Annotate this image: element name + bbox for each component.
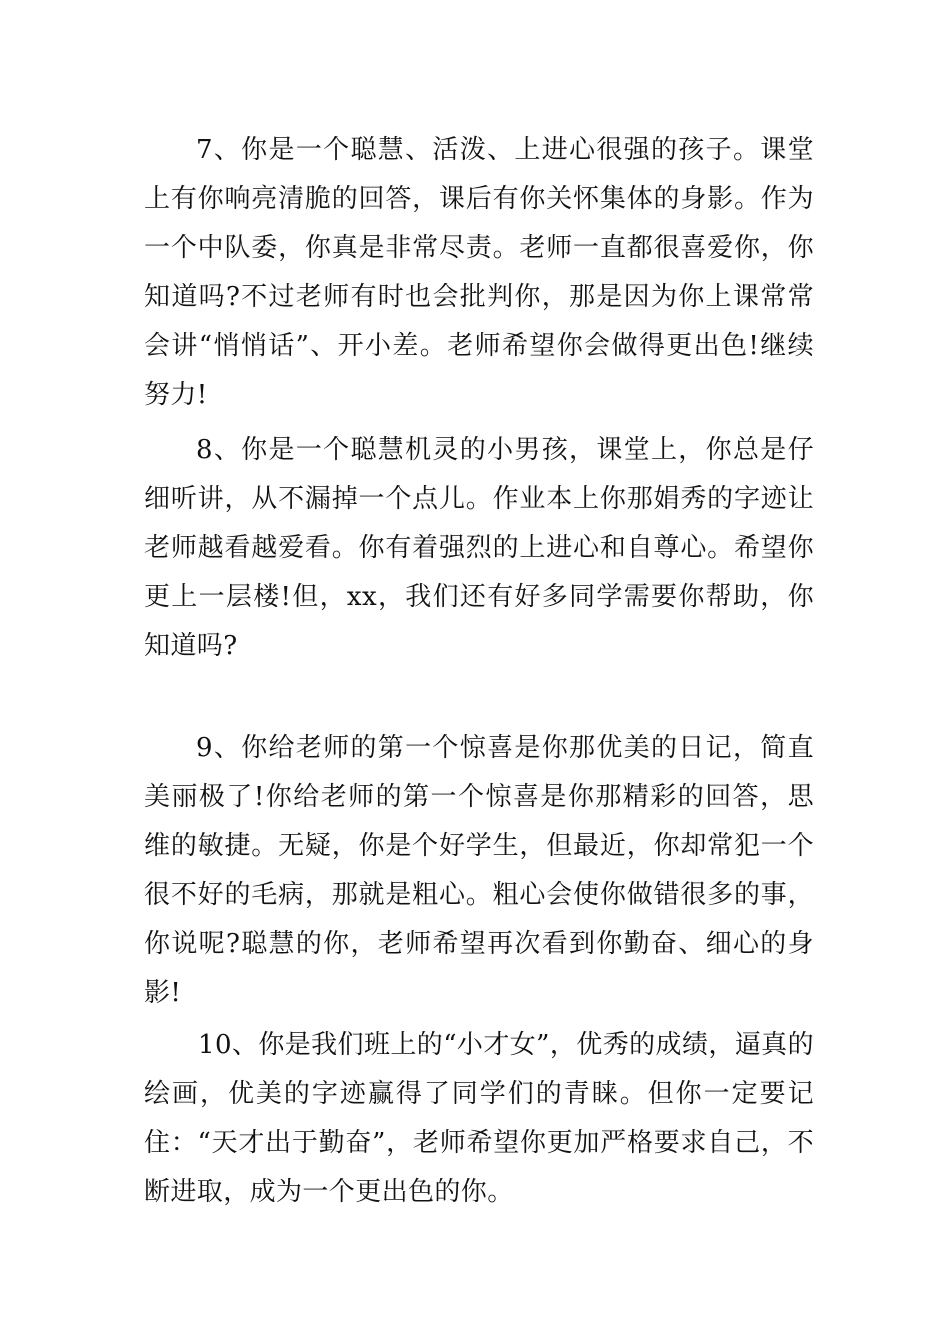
comment-paragraph-9: 9、你给老师的第一个惊喜是你那优美的日记，简直美丽极了!你给老师的第一个惊喜是你那精彩的回答，思维的敏捷。无疑，你是个好学生，但最近，你却常犯一个很不好的毛病，那就是粗心。粗心会使你做错很多的事，你说呢?聪慧的你，老师希望再次看到你勤奋、细心的身影! [144,733,814,1008]
comment-paragraph-8: 8、你是一个聪慧机灵的小男孩，课堂上，你总是仔细听讲，从不漏掉一个点儿。作业本上你那娟秀的字迹让老师越看越爱看。你有着强烈的上进心和自尊心。希望你更上一层楼!但，xx，我们还有好多同学需要你帮助，你知道吗? [144,435,814,661]
comment-paragraph-10: 10、你是我们班上的“小才女”，优秀的成绩，逼真的绘画，优美的字迹赢得了同学们的青睐。但你一定要记住：“天才出于勤奋”，老师希望你更加严格要求自己，不断进取，成为一个更出色的你。 [144,1030,814,1207]
comment-paragraph-7: 7、你是一个聪慧、活泼、上进心很强的孩子。课堂上有你响亮清脆的回答，课后有你关怀集体的身影。作为一个中队委，你真是非常尽责。老师一直都很喜爱你，你知道吗?不过老师有时也会批判你，那是因为你上课常常会讲“悄悄话”、开小差。老师希望你会做得更出色!继续努力! [144,135,814,410]
